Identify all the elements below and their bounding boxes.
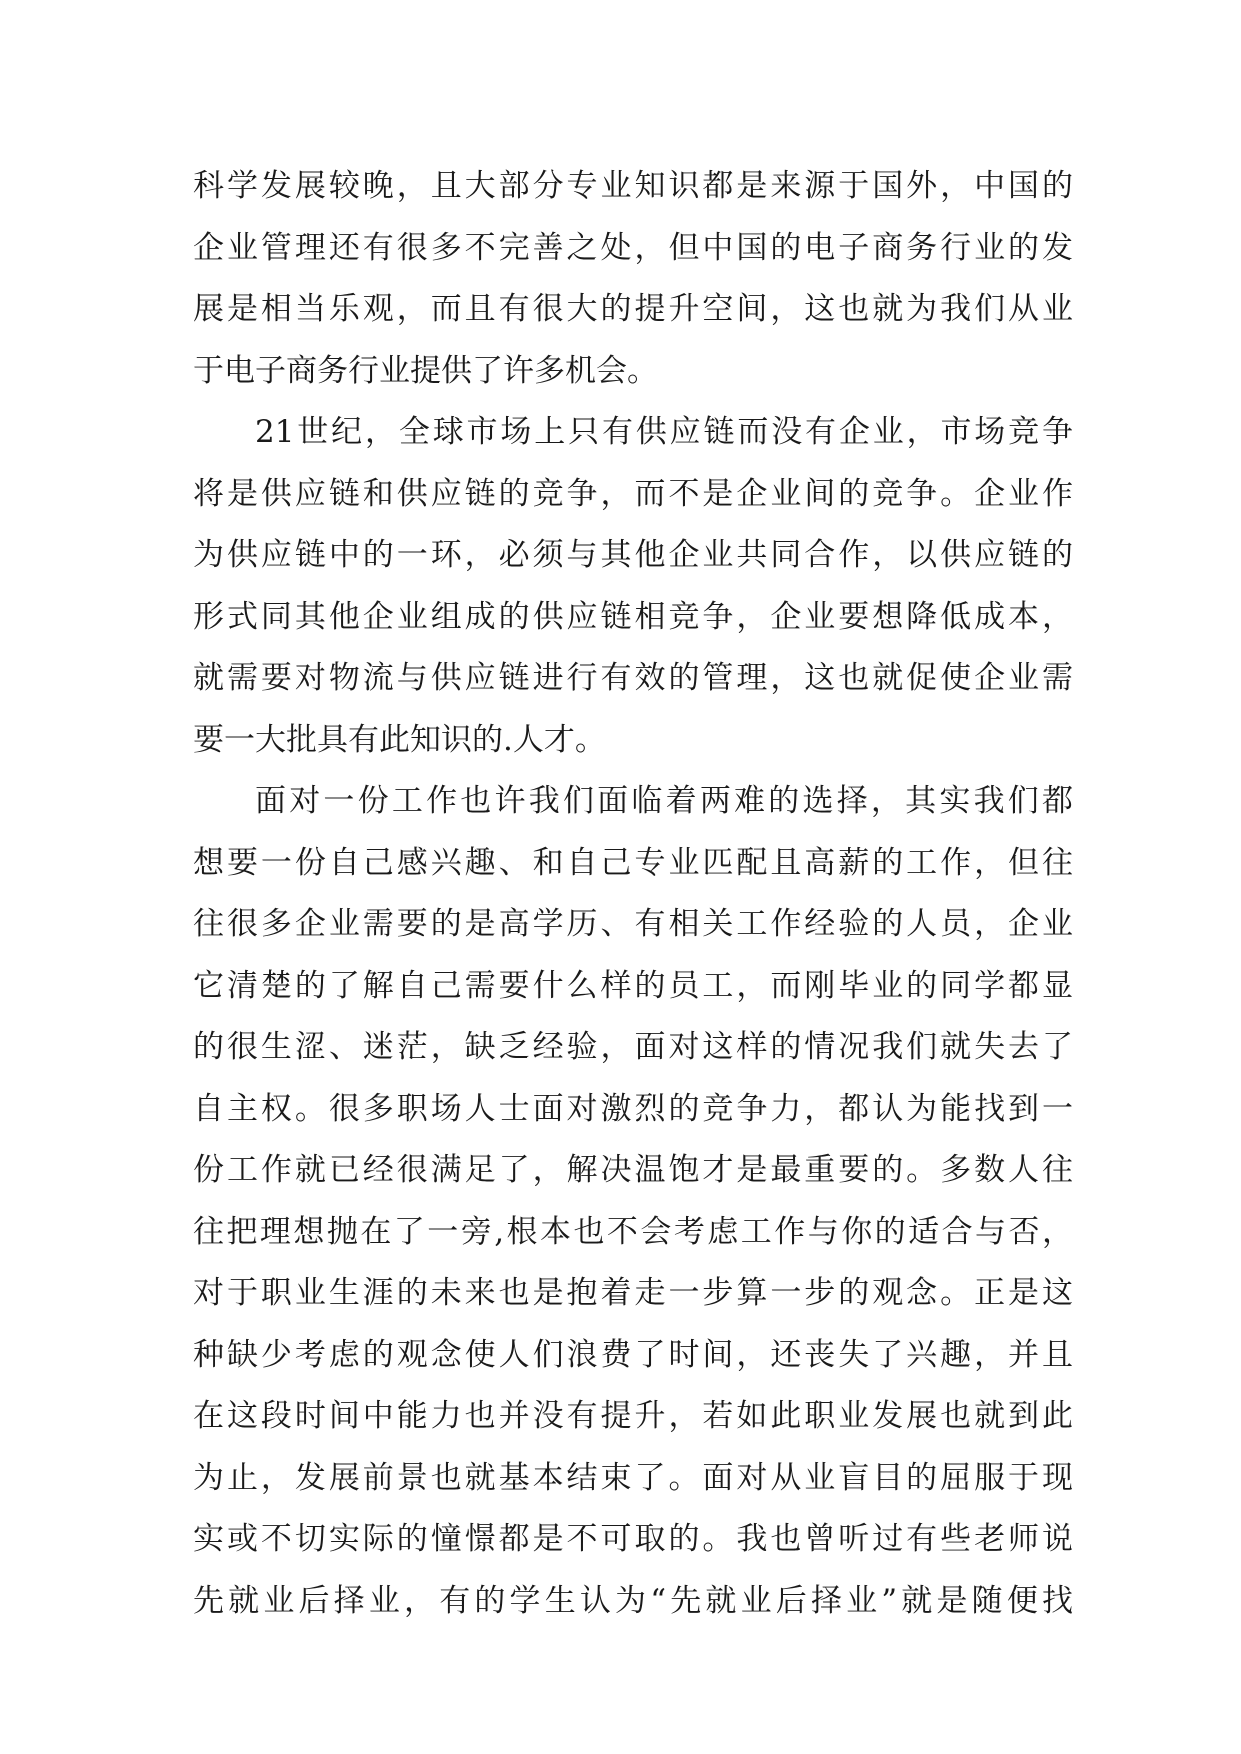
text-line: 它清楚的了解自己需要什么样的员工，而刚毕业的同学都显 — [193, 967, 1073, 1004]
text-line: 种缺少考虑的观念使人们浪费了时间，还丧失了兴趣，并且 — [193, 1336, 1073, 1373]
text-line: 展是相当乐观，而且有很大的提升空间，这也就为我们从业 — [193, 291, 1073, 327]
text-line: 为供应链中的一环，必须与其他企业共同合作，以供应链的 — [193, 537, 1073, 573]
text-line: 将是供应链和供应链的竞争，而不是企业间的竞争。企业作 — [193, 475, 1073, 512]
text-line: 实或不切实际的憧憬都是不可取的。我也曾听过有些老师说 — [193, 1521, 1073, 1557]
text-line: 面对一份工作也许我们面临着两难的选择，其实我们都 — [255, 783, 1073, 819]
text-line: 为止，发展前景也就基本结束了。面对从业盲目的屈服于现 — [193, 1459, 1073, 1496]
text-line: 科学发展较晚，且大部分专业知识都是来源于国外，中国的 — [193, 168, 1073, 204]
text-line: 在这段时间中能力也并没有提升，若如此职业发展也就到此 — [193, 1398, 1073, 1434]
text-line: 先就业后择业，有的学生认为“先就业后择业”就是随便找 — [193, 1582, 1073, 1619]
text-line: 份工作就已经很满足了，解决温饱才是最重要的。多数人往 — [193, 1152, 1073, 1188]
body-text — [193, 156, 1073, 1632]
text-line: 往很多企业需要的是高学历、有相关工作经验的人员，企业 — [193, 906, 1073, 942]
text-line: 21世纪，全球市场上只有供应链而没有企业，市场竞争 — [255, 414, 1073, 450]
text-line: 企业管理还有很多不完善之处，但中国的电子商务行业的发 — [193, 229, 1073, 266]
text-line: 形式同其他企业组成的供应链相竞争，企业要想降低成本， — [193, 598, 1073, 635]
text-line: 就需要对物流与供应链进行有效的管理，这也就促使企业需 — [193, 660, 1073, 696]
text-line: 于电子商务行业提供了许多机会。 — [193, 352, 658, 389]
text-line: 对于职业生涯的未来也是抱着走一步算一步的观念。正是这 — [193, 1275, 1073, 1311]
text-line: 的很生涩、迷茫，缺乏经验，面对这样的情况我们就失去了 — [193, 1029, 1073, 1065]
text-line: 要一大批具有此知识的.人才。 — [193, 721, 606, 758]
text-line: 想要一份自己感兴趣、和自己专业匹配且高薪的工作，但往 — [193, 844, 1073, 881]
text-line: 自主权。很多职场人士面对激烈的竞争力，都认为能找到一 — [193, 1090, 1073, 1127]
text-line: 往把理想抛在了一旁,根本也不会考虑工作与你的适合与否， — [193, 1213, 1073, 1250]
